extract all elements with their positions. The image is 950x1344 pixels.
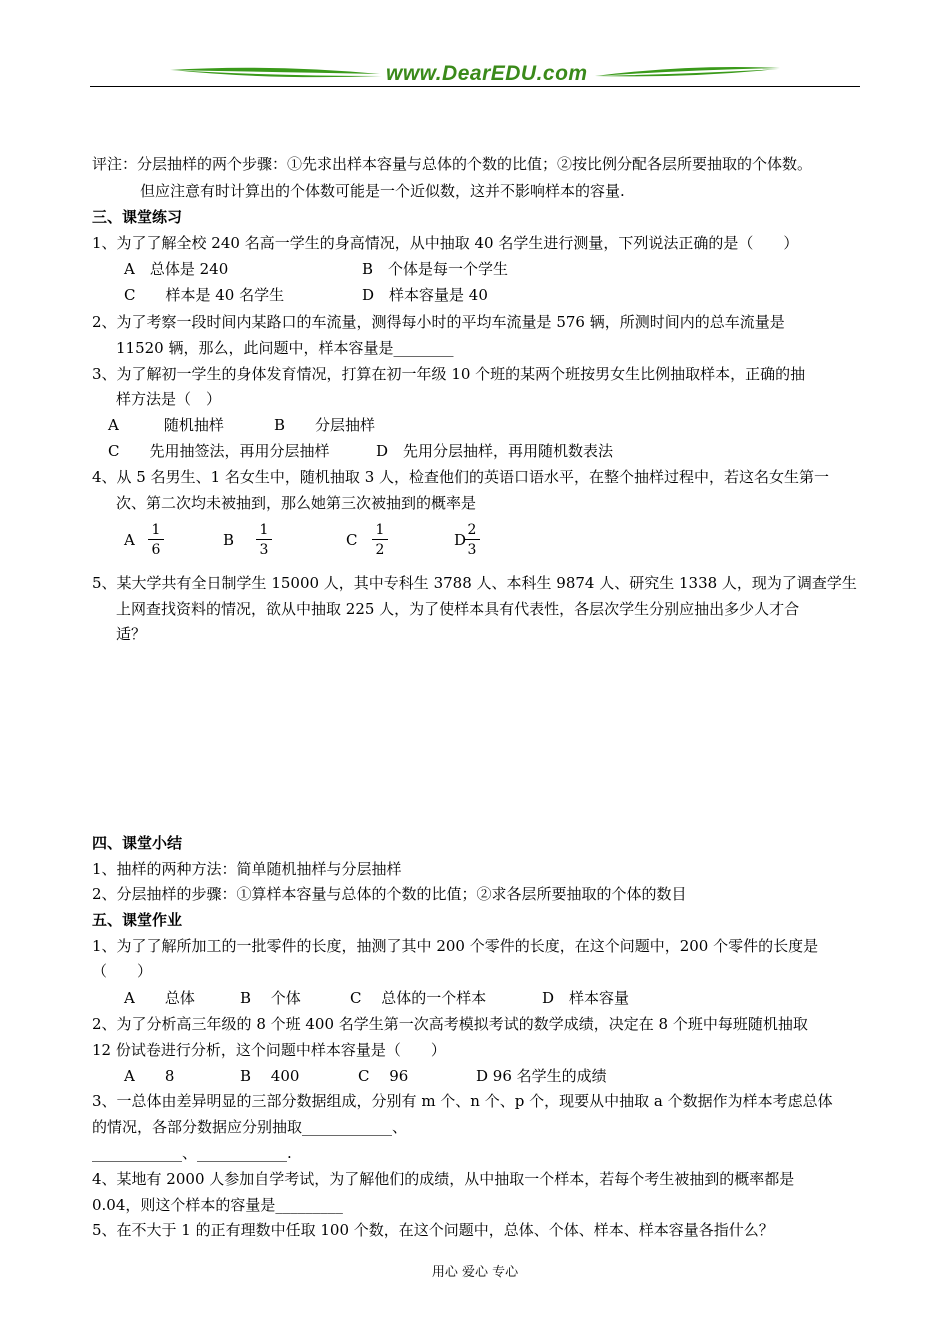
fraction-denominator: 6 [151, 542, 161, 558]
section-4-title: 四、课堂小结 [92, 834, 183, 852]
s4-item-1: 1、抽样的两种方法：简单随机抽样与分层抽样 [92, 860, 402, 878]
s5-q1-line-1: 1、为了了解所加工的一批零件的长度，抽测了其中 200 个零件的长度，在这个问题中，200 个零件的长度是 [92, 937, 819, 955]
fraction-denominator: 3 [467, 542, 477, 558]
s3-q1-option-c: C 样本是 40 名学生 [124, 286, 285, 304]
section-5-title: 五、课堂作业 [92, 911, 183, 929]
s3-q4-option-d-label: D [454, 531, 467, 549]
site-logo: www.DearEDU.com [386, 62, 588, 85]
s5-q2-option-a: A 8 [124, 1067, 175, 1085]
s3-q5-line-3: 适？ [116, 625, 147, 643]
s3-q3-option-d: D 先用分层抽样，再用随机数表法 [376, 442, 614, 460]
s5-q3-line-1: 3、一总体由差异明显的三部分数据组成，分别有 m 个、n 个、p 个，现要从中抽取 a 个数据作为样本考虑总体 [92, 1092, 833, 1110]
s5-q2-option-d: D 96 名学生的成绩 [476, 1067, 607, 1085]
s4-item-2: 2、分层抽样的步骤：①算样本容量与总体的个数的比值；②求各层所要抽取的个体的数目 [92, 885, 687, 903]
s5-q1-option-a: A 总体 [124, 989, 195, 1007]
fraction-numerator: 1 [148, 522, 164, 540]
s5-q4-line-1: 4、某地有 2000 人参加自学考试，为了解他们的成绩，从中抽取一个样本，若每个考生被抽到的概率都是 [92, 1170, 795, 1188]
s3-q4-option-b-fraction [256, 522, 272, 558]
s3-q1-stem: 1、为了了解全校 240 名高一学生的身高情况，从中抽取 40 名学生进行测量，下列说法正确的是（ ） [92, 234, 799, 252]
s3-q4-option-b-label: B [223, 531, 235, 549]
s3-q1-option-a: A 总体是 240 [124, 260, 229, 278]
s5-q2-option-c: C 96 [358, 1067, 409, 1085]
comment-line-1: 评注：分层抽样的两个步骤：①先求出样本容量与总体的个数的比值；②按比例分配各层所要抽取的个体数。 [92, 155, 813, 173]
s3-q4-line-1: 4、从 5 名男生、1 名女生中，随机抽取 3 人，检查他们的英语口语水平，在整个抽样过程中，若这名女生第一 [92, 468, 830, 486]
fraction-numerator: 1 [256, 522, 272, 540]
s3-q4-option-a-label: A [124, 531, 135, 549]
s5-q3-line-3: ____________、____________. [92, 1144, 292, 1162]
s3-q4-option-c-fraction [372, 522, 388, 558]
s3-q5-line-1: 5、某大学共有全日制学生 15000 人，其中专科生 3788 人、本科生 9874 人、研究生 1338 人，现为了调查学生 [92, 574, 857, 592]
s5-q1-line-2: （ ） [92, 962, 153, 980]
fraction-numerator: 1 [372, 522, 388, 540]
s3-q2-line-2: 11520 辆，那么，此问题中，样本容量是________ [116, 339, 454, 357]
fraction-numerator: 2 [464, 522, 480, 540]
s5-q5-line-1: 5、在不大于 1 的正有理数中任取 100 个数，在这个问题中，总体、个体、样本、样本容量各指什么？ [92, 1221, 774, 1239]
s5-q3-line-2: 的情况，各部分数据应分别抽取____________、 [92, 1118, 408, 1136]
fraction-denominator: 3 [259, 542, 269, 558]
s5-q1-option-d: D 样本容量 [542, 989, 630, 1007]
s3-q4-option-c-label: C [346, 531, 358, 549]
s5-q2-option-b: B 400 [240, 1067, 300, 1085]
s3-q4-option-a-fraction [148, 522, 164, 558]
s3-q2-line-1: 2、为了考察一段时间内某路口的车流量，测得每小时的平均车流量是 576 辆，所测时间内的总车流量是 [92, 313, 785, 331]
page-footer: 用心 爱心 专心 [431, 1265, 519, 1280]
s5-q1-option-b: B 个体 [240, 989, 301, 1007]
s3-q3-option-b: B 分层抽样 [274, 416, 376, 434]
s3-q3-option-a: A 随机抽样 [108, 416, 224, 434]
s5-q2-line-2: 12 份试卷进行分析，这个问题中样本容量是（ ） [92, 1041, 446, 1059]
s3-q3-line-1: 3、为了解初一学生的身体发育情况，打算在初一年级 10 个班的某两个班按男女生比例抽取样本，正确的抽 [92, 365, 806, 383]
header-rule [90, 86, 860, 87]
s5-q1-option-c: C 总体的一个样本 [350, 989, 487, 1007]
s3-q3-line-2: 样方法是（ ） [116, 390, 222, 408]
s3-q4-line-2: 次、第二次均未被抽到，那么她第三次被抽到的概率是 [116, 494, 477, 512]
comment-line-2: 但应注意有时计算出的个体数可能是一个近似数，这并不影响样本的容量. [140, 182, 625, 200]
s3-q1-option-b: B 个体是每一个学生 [362, 260, 509, 278]
s5-q4-line-2: 0.04，则这个样本的容量是_________ [92, 1196, 343, 1214]
fraction-denominator: 2 [375, 542, 385, 558]
s5-q2-line-1: 2、为了分析高三年级的 8 个班 400 名学生第一次高考模拟考试的数学成绩，决定在 8 个班中每班随机抽取 [92, 1015, 808, 1033]
s3-q5-line-2: 上网查找资料的情况，欲从中抽取 225 人，为了使样本具有代表性，各层次学生分别应抽出多少人才合 [116, 600, 800, 618]
section-3-title: 三、课堂练习 [92, 208, 183, 226]
s3-q1-option-d: D 样本容量是 40 [362, 286, 488, 304]
s3-q3-option-c: C 先用抽签法，再用分层抽样 [108, 442, 330, 460]
s3-q4-option-d-fraction [464, 522, 480, 558]
